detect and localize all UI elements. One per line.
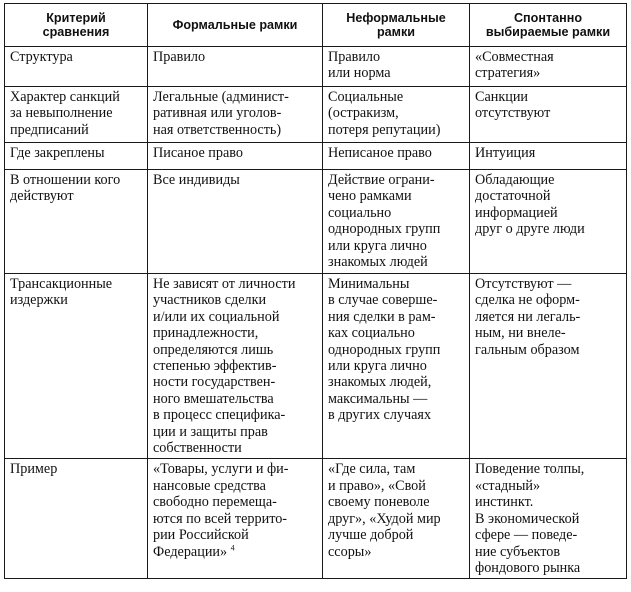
cell-formal <box>148 459 323 579</box>
cell-formal: Правило <box>148 47 323 87</box>
cell-informal: Минимальны в случае соверше- ния сделки в рам- ках социально однородных групп или круга лично знакомых людей, максимальны — в других случаях <box>323 274 470 459</box>
header-row <box>5 4 627 47</box>
cell-criterion: Характер санкций за невыполнение предписаний <box>5 87 148 143</box>
cell-criterion: Структура <box>5 47 148 87</box>
table-row-where-fixed <box>5 143 627 170</box>
cell-informal: Неписаное право <box>323 143 470 170</box>
cell-criterion: Где закреплены <box>5 143 148 170</box>
cell-spontaneous: Санкции отсутствуют <box>470 87 627 143</box>
table-row-structure <box>5 47 627 87</box>
cell-formal: Не зависят от личности участников сделки и/или их социальной принадлежности, определяются лишь степенью эффектив- ности государствен- ного вмешательства в процесс специфика- ции и защиты прав собственности <box>148 274 323 459</box>
header-criterion: Критерий сравнения <box>5 4 148 47</box>
cell-criterion: Пример <box>5 459 148 579</box>
table-row-transaction-costs <box>5 274 627 459</box>
cell-criterion: Трансакционные издержки <box>5 274 148 459</box>
comparison-table <box>4 3 627 579</box>
table-row-example <box>5 459 627 579</box>
cell-spontaneous: Обладающие достаточной информацией друг о друге люди <box>470 170 627 274</box>
cell-spontaneous: Отсутствуют — сделка не оформ- ляется ни легаль- ным, ни внеле- гальным образом <box>470 274 627 459</box>
table-row-scope <box>5 170 627 274</box>
cell-spontaneous: Интуиция <box>470 143 627 170</box>
header-formal: Формальные рамки <box>148 4 323 47</box>
cell-formal: Писаное право <box>148 143 323 170</box>
cell-informal: Социальные (остракизм, потеря репутации) <box>323 87 470 143</box>
cell-informal: Правило или норма <box>323 47 470 87</box>
footnote-marker: 4 <box>230 542 235 552</box>
header-spontaneous: Спонтанно выбираемые рамки <box>470 4 627 47</box>
header-informal: Неформальные рамки <box>323 4 470 47</box>
cell-formal: Все индивиды <box>148 170 323 274</box>
cell-informal: Действие ограни- чено рамками социально однородных групп или круга лично знакомых людей <box>323 170 470 274</box>
comparison-table-container <box>4 3 626 579</box>
cell-spontaneous: Поведение толпы, «стадный» инстинкт. В экономической сфере — поведе- ние субъектов фондового рынка <box>470 459 627 579</box>
cell-formal-text: «Товары, услуги и фи- нансовые средства свободно перемеща- ются по всей террито- рии Российской Федерации» <box>153 461 289 560</box>
cell-informal: «Где сила, там и право», «Свой своему поневоле друг», «Худой мир лучше доброй ссоры» <box>323 459 470 579</box>
table-row-sanctions <box>5 87 627 143</box>
cell-criterion: В отношении кого действуют <box>5 170 148 274</box>
cell-spontaneous: «Совместная стратегия» <box>470 47 627 87</box>
cell-formal: Легальные (админист- ративная или уголов- ная ответственность) <box>148 87 323 143</box>
